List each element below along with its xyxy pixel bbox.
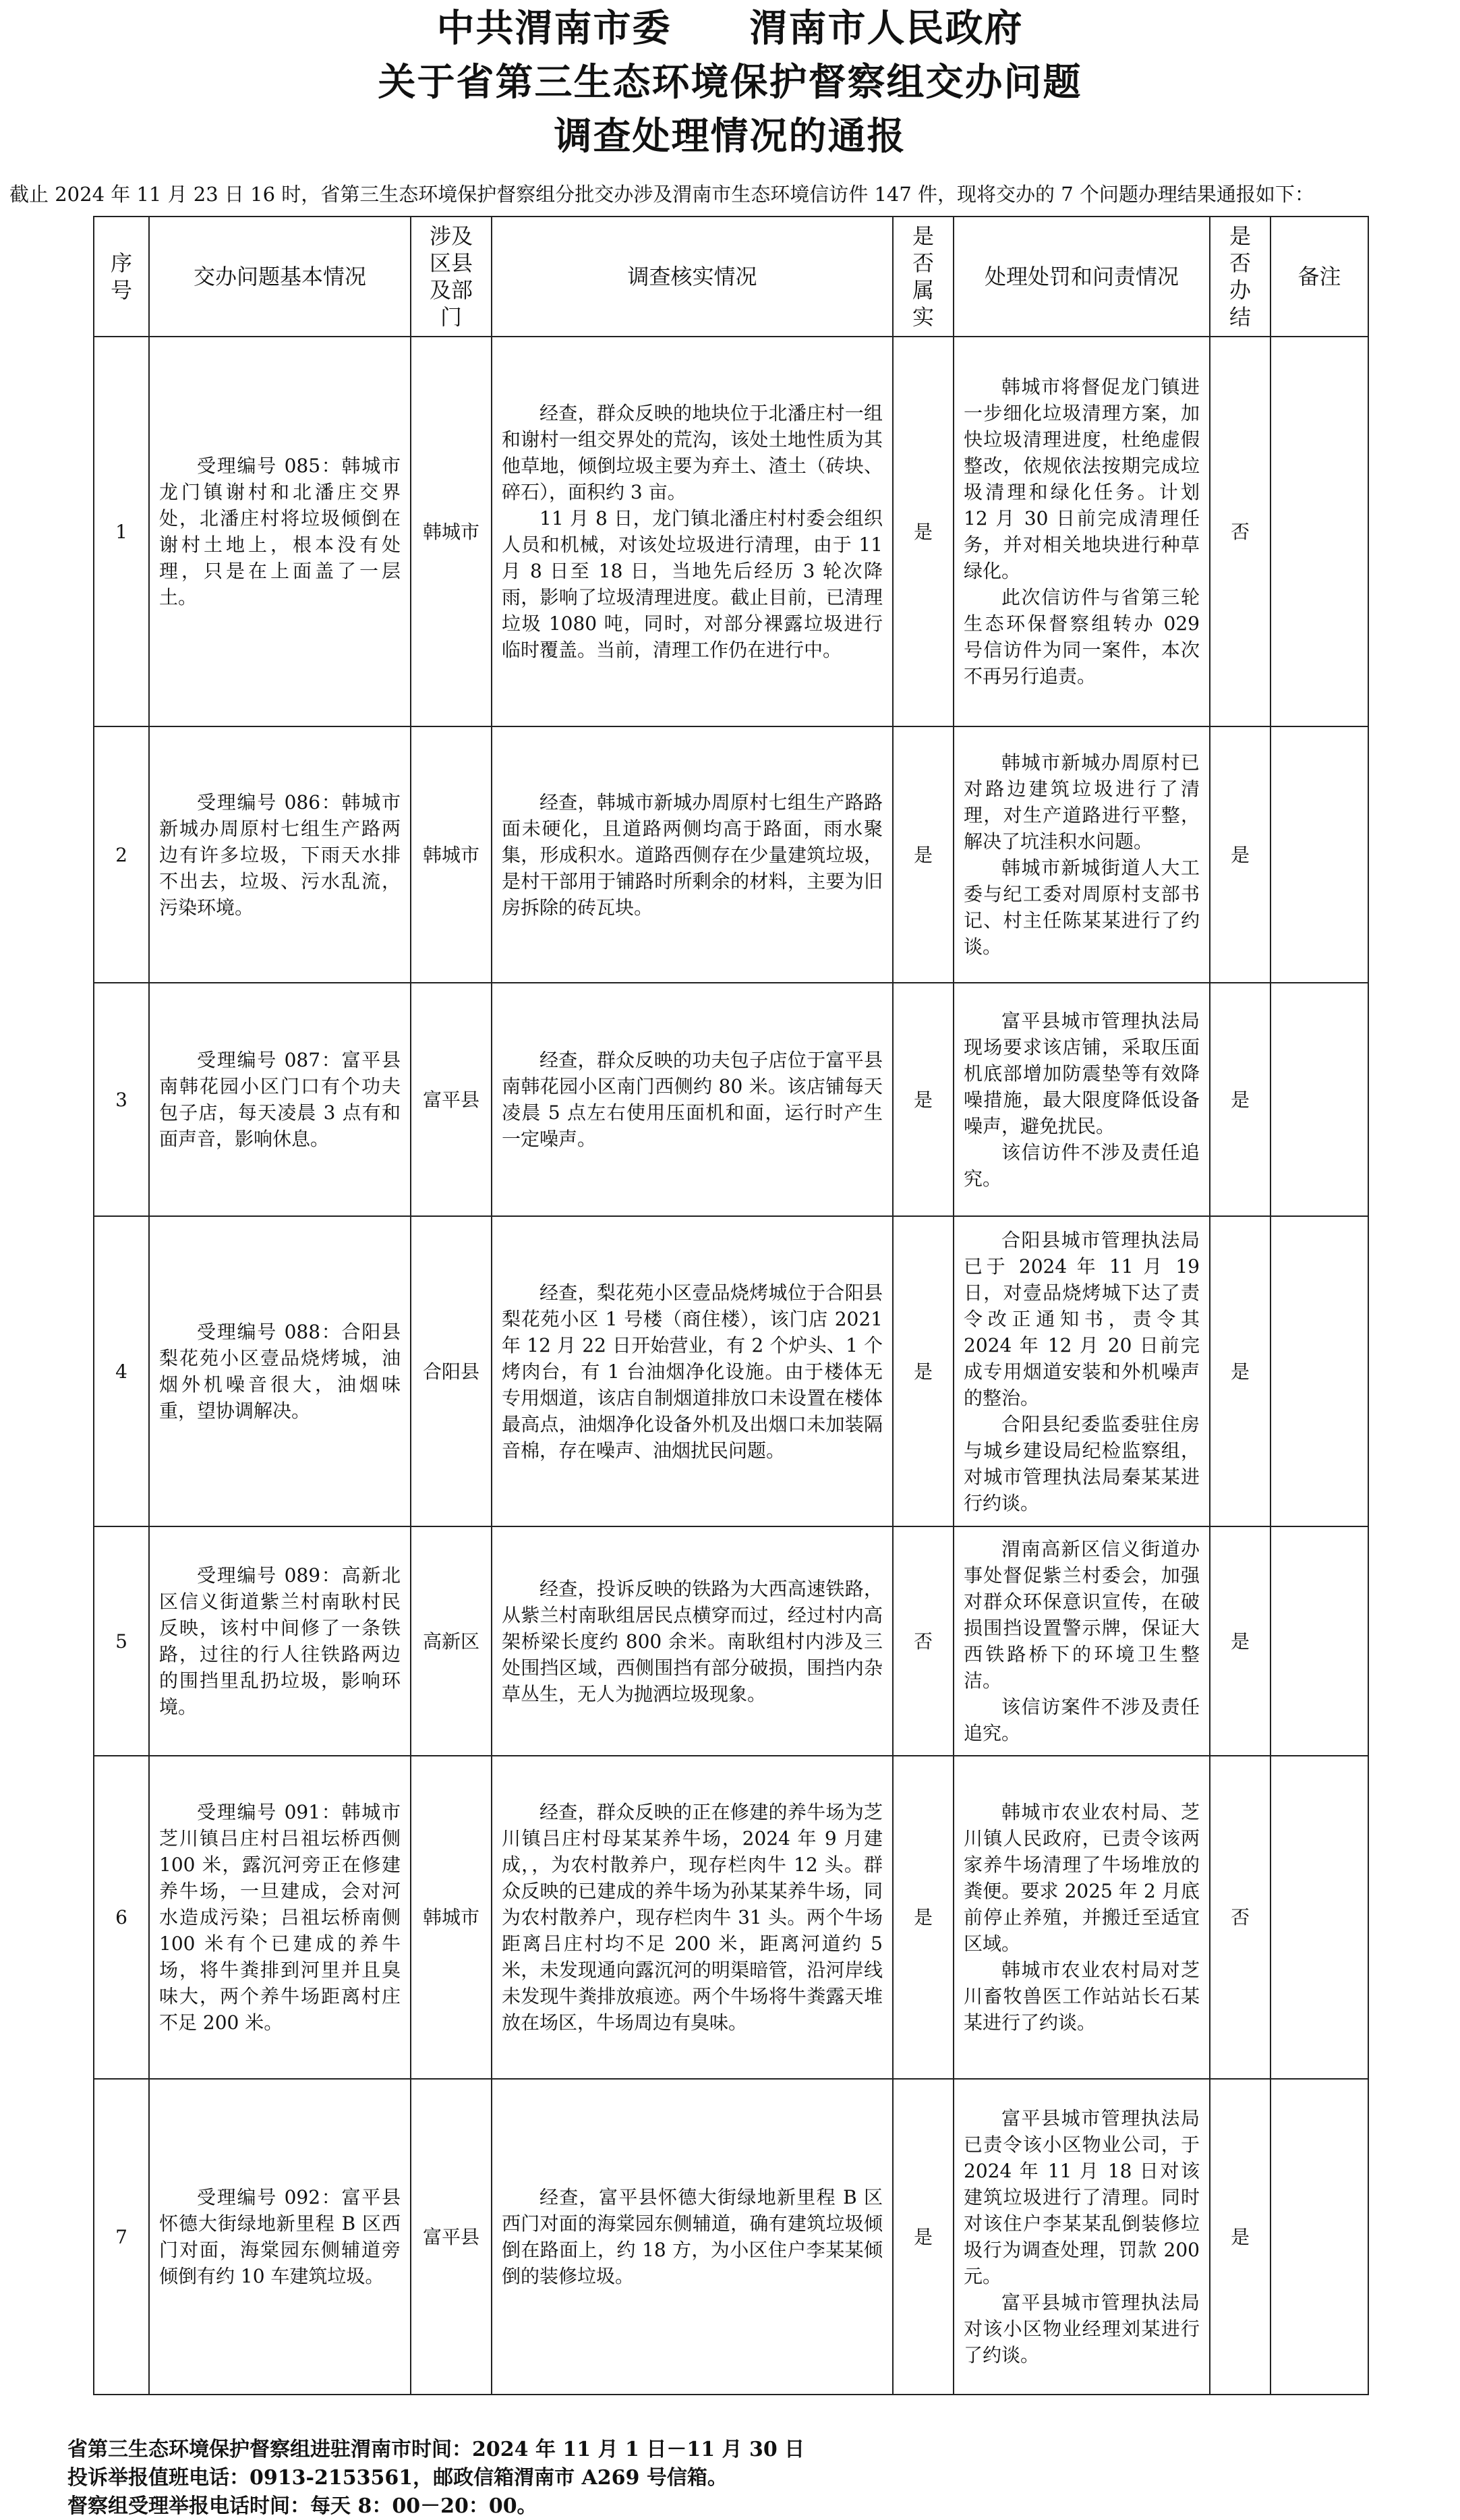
remark-cell — [1271, 726, 1368, 983]
is-done-cell: 是 — [1210, 1526, 1271, 1756]
handling-paragraph: 富平县城市管理执法局对该小区物业经理刘某进行了约谈。 — [964, 2291, 1200, 2366]
is-true-cell: 是 — [893, 1756, 954, 2079]
cases-table — [93, 216, 1369, 2395]
remark-cell — [1271, 1216, 1368, 1526]
table-row — [94, 1216, 1368, 1526]
investigation-cell — [492, 983, 893, 1216]
is-true-cell: 是 — [893, 2079, 954, 2395]
table-row — [94, 337, 1368, 726]
col-header-true: 是否属实 — [893, 217, 954, 337]
row-number: 6 — [94, 1756, 149, 2079]
table-row — [94, 726, 1368, 983]
table-row — [94, 2079, 1368, 2395]
table-row — [94, 1526, 1368, 1756]
footer-hours: 督察组受理举报电话时间：每天 8：00－20：00。 — [67, 2494, 537, 2518]
col-header-issue: 交办问题基本情况 — [149, 217, 411, 337]
handling-cell — [954, 726, 1210, 983]
handling-paragraph: 韩城市新城街道人大工委与纪工委对周原村支部书记、村主任陈某某进行了约谈。 — [964, 857, 1200, 958]
investigation-cell — [492, 1756, 893, 2079]
handling-paragraph: 渭南高新区信义街道办事处督促紫兰村委会，加强对群众环保意识宣传，在破损围挡设置警示牌，保证大西铁路桥下的环境卫生整洁。 — [964, 1538, 1200, 1692]
remark-cell — [1271, 1526, 1368, 1756]
is-true-cell: 是 — [893, 983, 954, 1216]
col-header-investigation: 调查核实情况 — [492, 217, 893, 337]
handling-paragraph: 合阳县城市管理执法局已于 2024 年 11 月 19 日，对壹品烧烤城下达了责令改正通知书，责令其 2024 年 12 月 20 日前完成专用烟道安装和外机噪声的整治。 — [964, 1228, 1200, 1409]
is-true-cell: 否 — [893, 1526, 954, 1756]
row-number: 1 — [94, 337, 149, 726]
handling-cell — [954, 1756, 1210, 2079]
handling-cell — [954, 2079, 1210, 2395]
district-cell: 韩城市 — [411, 1756, 492, 2079]
handling-paragraph: 韩城市新城办周原村已对路边建筑垃圾进行了清理，对生产道路进行平整，解决了坑洼积水问题。 — [964, 751, 1200, 853]
district-cell: 韩城市 — [411, 337, 492, 726]
handling-paragraph: 合阳县纪委监委驻住房与城乡建设局纪检监察组，对城市管理执法局秦某某进行约谈。 — [964, 1412, 1200, 1514]
district-cell: 高新区 — [411, 1526, 492, 1756]
handling-paragraph: 富平县城市管理执法局已责令该小区物业公司，于 2024 年 11 月 18 日对该建筑垃圾进行了清理。同时对该住户李某某乱倒装修垃圾行为调查处理，罚款 200 元。 — [964, 2107, 1200, 2287]
doc-title-line2: 关于省第三生态环境保护督察组交办问题 — [378, 60, 1082, 105]
col-header-handling: 处理处罚和问责情况 — [954, 217, 1210, 337]
issue-cell: 受理编号 091：韩城市芝川镇吕庄村吕祖坛桥西侧 100 米，露沉河旁正在修建养牛场，一旦建成，会对河水造成污染；吕祖坛桥南侧 100 米有个已建成的养牛场，将牛粪排到河里并且臭味大，两个养牛场距离村庄不足 200 米。 — [149, 1756, 411, 2079]
table-header-row — [94, 217, 1368, 337]
is-done-cell: 是 — [1210, 1216, 1271, 1526]
district-cell: 合阳县 — [411, 1216, 492, 1526]
district-cell: 韩城市 — [411, 726, 492, 983]
row-number: 4 — [94, 1216, 149, 1526]
row-number: 7 — [94, 2079, 149, 2395]
col-header-done: 是否办结 — [1210, 217, 1271, 337]
issue-cell: 受理编号 087：富平县南韩花园小区门口有个功夫包子店，每天凌晨 3 点有和面声音，影响休息。 — [149, 983, 411, 1216]
remark-cell — [1271, 1756, 1368, 2079]
investigation-paragraph: 经查，韩城市新城办周原村七组生产路路面未硬化，且道路两侧均高于路面，雨水聚集，形成积水。道路西侧存在少量建筑垃圾，是村干部用于铺路时所剩余的材料，主要为旧房拆除的砖瓦块。 — [502, 791, 883, 919]
investigation-cell — [492, 1216, 893, 1526]
handling-paragraph: 韩城市农业农村局对芝川畜牧兽医工作站站长石某某进行了约谈。 — [964, 1959, 1200, 2034]
table-row — [94, 983, 1368, 1216]
issue-cell: 受理编号 092：富平县怀德大街绿地新里程 B 区西门对面，海棠园东侧辅道旁倾倒有约 10 车建筑垃圾。 — [149, 2079, 411, 2395]
investigation-cell — [492, 2079, 893, 2395]
investigation-paragraph: 经查，富平县怀德大街绿地新里程 B 区西门对面的海棠园东侧辅道，确有建筑垃圾倾倒在路面上，约 18 方，为小区住户李某某倾倒的装修垃圾。 — [502, 2186, 883, 2287]
handling-cell — [954, 983, 1210, 1216]
issue-cell: 受理编号 089：高新北区信义街道紫兰村南耿村民反映，该村中间修了一条铁路，过往的行人往铁路两边的围挡里乱扔垃圾，影响环境。 — [149, 1526, 411, 1756]
handling-cell — [954, 1526, 1210, 1756]
is-done-cell: 是 — [1210, 983, 1271, 1216]
remark-cell — [1271, 2079, 1368, 2395]
investigation-cell — [492, 337, 893, 726]
is-done-cell: 是 — [1210, 726, 1271, 983]
remark-cell — [1271, 337, 1368, 726]
handling-paragraph: 韩城市农业农村局、芝川镇人民政府，已责令该两家养牛场清理了牛场堆放的粪便。要求 2025 年 2 月底前停止养殖，并搬迁至适宜区域。 — [964, 1801, 1200, 1955]
is-true-cell: 是 — [893, 1216, 954, 1526]
handling-paragraph: 该信访案件不涉及责任追究。 — [964, 1696, 1200, 1744]
district-cell: 富平县 — [411, 983, 492, 1216]
handling-paragraph: 此次信访件与省第三轮生态环保督察组转办 029 号信访件为同一案件，本次不再另行追责。 — [964, 586, 1200, 687]
issue-cell: 受理编号 086：韩城市新城办周原村七组生产路两边有许多垃圾，下雨天水排不出去，垃圾、污水乱流，污染环境。 — [149, 726, 411, 983]
is-done-cell: 是 — [1210, 2079, 1271, 2395]
col-header-district: 涉及区县及部门 — [411, 217, 492, 337]
handling-paragraph: 富平县城市管理执法局现场要求该店铺，采取压面机底部增加防震垫等有效降噪措施，最大限度降低设备噪声，避免扰民。 — [964, 1009, 1200, 1137]
handling-paragraph: 韩城市将督促龙门镇进一步细化垃圾清理方案，加快垃圾清理进度，杜绝虚假整改，依规依法按期完成垃圾清理和绿化任务。计划 12 月 30 日前完成清理任务，并对相关地块进行种草绿化。 — [964, 376, 1200, 582]
investigation-paragraph: 经查，群众反映的功夫包子店位于富平县南韩花园小区南门西侧约 80 米。该店铺每天凌晨 5 点左右使用压面机和面，运行时产生一定噪声。 — [502, 1049, 883, 1150]
col-header-no: 序号 — [94, 217, 149, 337]
issue-cell: 受理编号 088：合阳县梨花苑小区壹品烧烤城，油烟外机噪音很大，油烟味重，望协调解决。 — [149, 1216, 411, 1526]
handling-paragraph: 该信访件不涉及责任追究。 — [964, 1141, 1200, 1190]
issue-cell: 受理编号 085：韩城市龙门镇谢村和北潘庄交界处，北潘庄村将垃圾倾倒在谢村土地上，根本没有处理，只是在上面盖了一层土。 — [149, 337, 411, 726]
investigation-cell — [492, 1526, 893, 1756]
table-row — [94, 1756, 1368, 2079]
is-done-cell: 否 — [1210, 337, 1271, 726]
intro-paragraph: 截止 2024 年 11 月 23 日 16 时，省第三生态环境保护督察组分批交办涉及渭南市生态环境信访件 147 件，现将交办的 7 个问题办理结果通报如下： — [9, 183, 1314, 206]
row-number: 5 — [94, 1526, 149, 1756]
investigation-paragraph: 经查，投诉反映的铁路为大西高速铁路，从紫兰村南耿组居民点横穿而过，经过村内高架桥梁长度约 800 余米。南耿组村内涉及三处围挡区域，西侧围挡有部分破损，围挡内杂草丛生，无人为抛洒垃圾现象。 — [502, 1577, 883, 1705]
footer-hotline: 投诉举报值班电话：0913-2153561，邮政信箱渭南市 A269 号信箱。 — [67, 2466, 728, 2490]
col-header-remark: 备注 — [1271, 217, 1368, 337]
investigation-paragraph: 经查，群众反映的正在修建的养牛场为芝川镇吕庄村母某某养牛场，2024 年 9 月建成，，为农村散养户，现存栏肉牛 12 头。群众反映的已建成的养牛场为孙某某养牛场，同为农村散养户，现存栏肉牛 31 头。两个牛场距离吕庄村均不足 200 米，距离河道约 5 米，未发现通向露沉河的明渠暗管，沿河岸线未发现牛粪排放痕迹。两个牛场将牛粪露天堆放在场区，牛场周边有臭味。 — [502, 1801, 883, 2034]
is-true-cell: 是 — [893, 337, 954, 726]
investigation-paragraph: 11 月 8 日，龙门镇北潘庄村村委会组织人员和机械，对该处垃圾进行清理，由于 11 月 8 日至 18 日，当地先后经历 3 轮次降雨，影响了垃圾清理进度。截止目前，已清理垃圾 1080 吨，同时，对部分裸露垃圾进行临时覆盖。当前，清理工作仍在进行中。 — [502, 507, 883, 661]
doc-title-line3: 调查处理情况的通报 — [554, 114, 906, 159]
investigation-paragraph: 经查，群众反映的地块位于北潘庄村一组和谢村一组交界处的荒沟，该处土地性质为其他草地，倾倒垃圾主要为弃土、渣土（砖块、碎石），面积约 3 亩。 — [502, 402, 883, 503]
district-cell: 富平县 — [411, 2079, 492, 2395]
row-number: 2 — [94, 726, 149, 983]
handling-cell — [954, 1216, 1210, 1526]
remark-cell — [1271, 983, 1368, 1216]
investigation-cell — [492, 726, 893, 983]
doc-title-line1: 中共渭南市委 渭南市人民政府 — [436, 6, 1024, 51]
handling-cell — [954, 337, 1210, 726]
investigation-paragraph: 经查，梨花苑小区壹品烧烤城位于合阳县梨花苑小区 1 号楼（商住楼），该门店 2021 年 12 月 22 日开始营业，有 2 个炉头、1 个烤肉台，有 1 台油烟净化设施。由于楼体无专用烟道，该店自制烟道排放口未设置在楼体最高点，油烟净化设备外机及出烟口未加装隔音棉，存在噪声、油烟扰民问题。 — [502, 1281, 883, 1462]
is-true-cell: 是 — [893, 726, 954, 983]
row-number: 3 — [94, 983, 149, 1216]
footer-period: 省第三生态环境保护督察组进驻渭南市时间：2024 年 11 月 1 日－11 月 30 日 — [67, 2438, 805, 2461]
is-done-cell: 否 — [1210, 1756, 1271, 2079]
